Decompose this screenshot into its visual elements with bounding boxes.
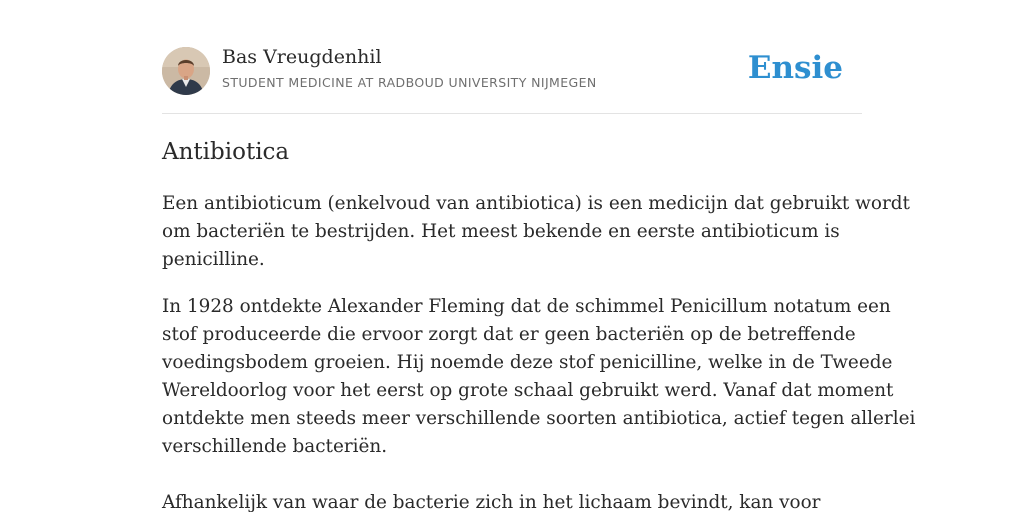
paragraph bbox=[162, 190, 910, 274]
paragraph-line: penicilline. bbox=[162, 249, 265, 270]
paragraph-line: stof produceerde die ervoor zorgt dat er geen bacteriën op de betreffende bbox=[162, 324, 856, 345]
article-body bbox=[162, 190, 916, 512]
paragraph bbox=[162, 293, 916, 461]
paragraph-line: verschillende bacteriën. bbox=[162, 436, 388, 457]
avatar-photo-icon bbox=[162, 47, 210, 95]
paragraph-line: Wereldoorlog voor het eerst op grote schaal gebruikt werd. Vanaf dat moment bbox=[162, 380, 894, 401]
paragraph-line: Een antibioticum (enkelvoud van antibiotica) is een medicijn dat gebruikt wordt bbox=[162, 193, 910, 214]
paragraph-line: ontdekte men steeds meer verschillende soorten antibiotica, actief tegen allerlei bbox=[162, 408, 916, 429]
ensie-logo[interactable]: Ensie bbox=[747, 50, 843, 86]
article-title: Antibiotica bbox=[162, 139, 290, 165]
author-avatar[interactable] bbox=[162, 47, 210, 95]
paragraph bbox=[162, 489, 862, 512]
paragraph-line: Afhankelijk van waar de bacterie zich in het lichaam bevindt, kan voor bbox=[162, 492, 821, 512]
author-header bbox=[162, 46, 862, 114]
author-role: STUDENT MEDICINE AT RADBOUD UNIVERSITY NIJMEGEN bbox=[222, 75, 597, 90]
paragraph-line: om bacteriën te bestrijden. Het meest bekende en eerste antibioticum is bbox=[162, 221, 840, 242]
paragraph-line: In 1928 ontdekte Alexander Fleming dat de schimmel Penicillum notatum een bbox=[162, 296, 891, 317]
article-card bbox=[162, 46, 916, 512]
author-name[interactable]: Bas Vreugdenhil bbox=[222, 46, 382, 68]
paragraph-line: voedingsbodem groeien. Hij noemde deze stof penicilline, welke in de Tweede bbox=[162, 352, 893, 373]
